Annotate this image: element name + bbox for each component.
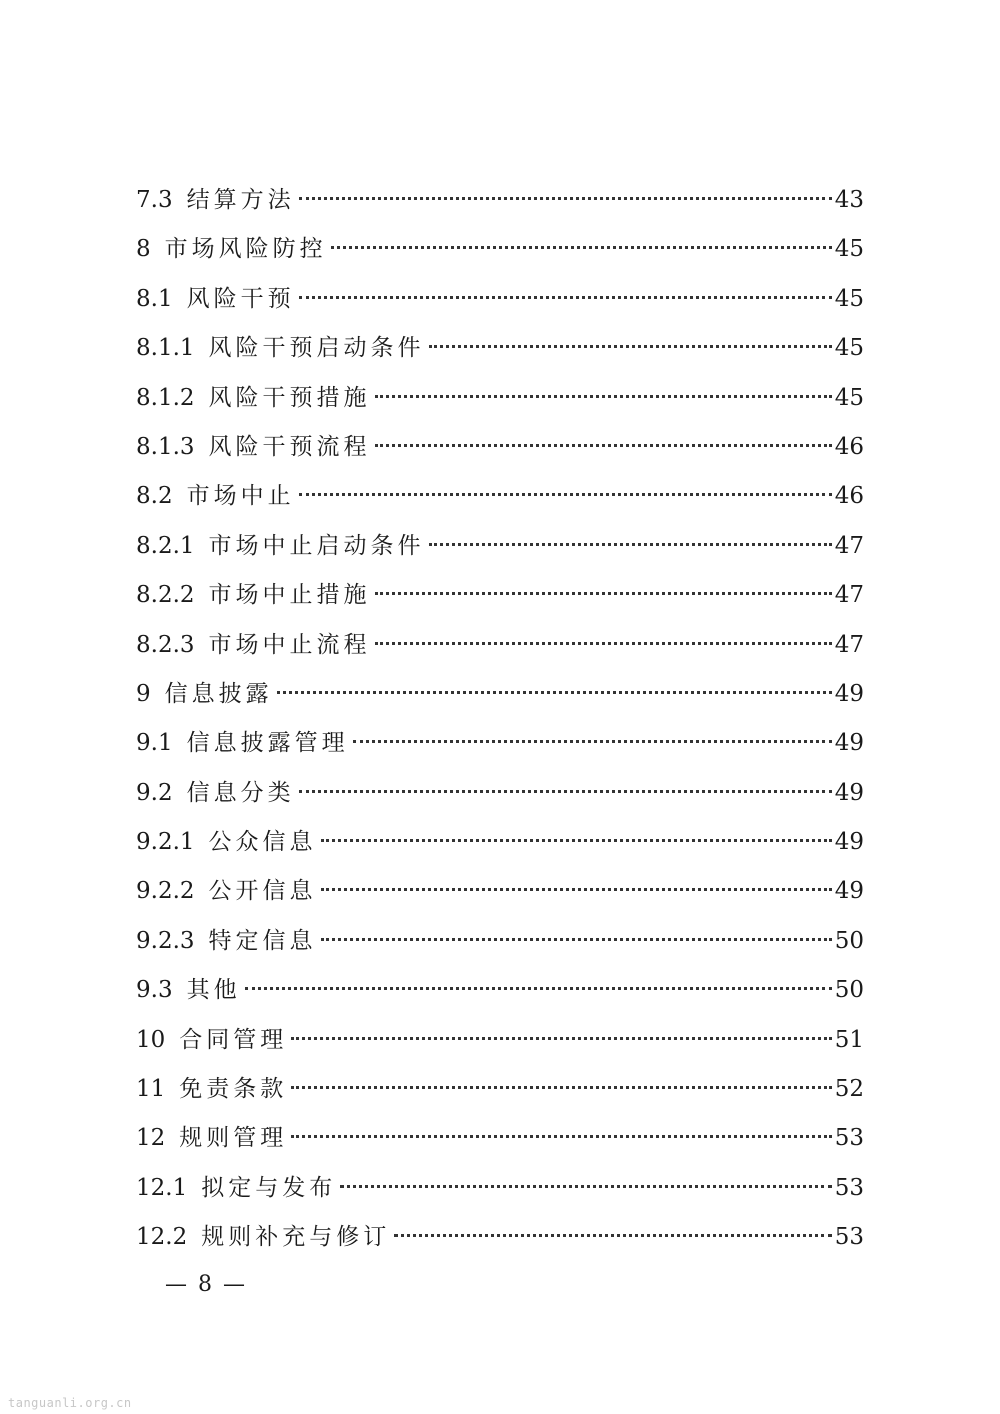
toc-entry-title: 市场中止措施 [208, 582, 371, 609]
toc-entry-number: 9.2.3 [136, 927, 195, 954]
toc-entry-number: 10 [136, 1026, 166, 1053]
toc-dot-leader [353, 739, 832, 743]
toc-entry-title: 市场中止 [186, 483, 295, 510]
toc-entry-page: 49 [834, 829, 864, 856]
toc-entry[interactable] [136, 769, 864, 818]
toc-dot-leader [299, 492, 832, 496]
toc-entry-page: 53 [834, 1224, 864, 1251]
toc-entry-page: 46 [834, 433, 864, 460]
toc-entry[interactable] [136, 225, 864, 274]
toc-entry-page: 45 [834, 384, 864, 411]
toc-entry[interactable] [136, 571, 864, 620]
toc-entry[interactable] [136, 472, 864, 521]
toc-entry-page: 47 [834, 582, 864, 609]
toc-entry-page: 49 [834, 878, 864, 905]
toc-entry-number: 8.2.2 [136, 582, 195, 609]
toc-entry-page: 49 [834, 680, 864, 707]
table-of-contents [136, 176, 864, 1263]
toc-entry-number: 8.1.2 [136, 384, 195, 411]
toc-entry-number: 9 [136, 680, 151, 707]
toc-dot-leader [375, 443, 832, 447]
toc-entry[interactable] [136, 621, 864, 670]
toc-dot-leader [291, 1134, 831, 1138]
toc-entry-title: 市场中止流程 [208, 631, 371, 658]
toc-entry-title: 公开信息 [208, 878, 317, 905]
toc-dot-leader [375, 394, 832, 398]
toc-entry-number: 12.2 [136, 1224, 188, 1251]
toc-entry-page: 52 [834, 1076, 864, 1103]
toc-dot-leader [299, 295, 832, 299]
toc-entry-number: 9.2.1 [136, 829, 195, 856]
toc-entry-number: 11 [136, 1076, 166, 1103]
toc-entry-number: 12 [136, 1125, 166, 1152]
toc-entry-page: 46 [834, 483, 864, 510]
toc-entry-page: 51 [834, 1026, 864, 1053]
toc-entry-number: 8.1.1 [136, 335, 195, 362]
toc-entry-title: 风险干预 [186, 285, 295, 312]
toc-entry-number: 9.2 [136, 779, 173, 806]
toc-entry-title: 信息披露 [164, 680, 273, 707]
toc-entry-page: 45 [834, 285, 864, 312]
toc-entry-number: 8.2.3 [136, 631, 195, 658]
toc-entry-title: 合同管理 [179, 1026, 288, 1053]
toc-dot-leader [321, 887, 832, 891]
toc-entry-page: 49 [834, 779, 864, 806]
toc-entry-title: 信息披露管理 [186, 730, 349, 757]
toc-entry-page: 53 [834, 1174, 864, 1201]
toc-dot-leader [245, 986, 832, 990]
toc-entry-number: 9.2.2 [136, 878, 195, 905]
toc-entry-number: 12.1 [136, 1174, 188, 1201]
toc-dot-leader [321, 838, 832, 842]
toc-entry[interactable] [136, 818, 864, 867]
toc-entry-title: 市场中止启动条件 [208, 532, 425, 559]
toc-entry-page: 45 [834, 236, 864, 263]
toc-dot-leader [299, 789, 832, 793]
toc-entry-page: 45 [834, 335, 864, 362]
toc-entry[interactable] [136, 917, 864, 966]
toc-entry-title: 风险干预流程 [208, 433, 371, 460]
toc-entry[interactable] [136, 1114, 864, 1163]
toc-entry-page: 53 [834, 1125, 864, 1152]
toc-dot-leader [331, 245, 832, 249]
toc-entry-title: 其他 [186, 977, 241, 1004]
toc-entry-page: 47 [834, 532, 864, 559]
toc-entry[interactable] [136, 374, 864, 423]
toc-entry[interactable] [136, 966, 864, 1015]
toc-entry-number: 8.1 [136, 285, 173, 312]
toc-dot-leader [429, 344, 832, 348]
toc-entry-page: 50 [834, 977, 864, 1004]
toc-entry-page: 50 [834, 927, 864, 954]
toc-dot-leader [321, 937, 832, 941]
toc-entry[interactable] [136, 423, 864, 472]
toc-entry-number: 8.1.3 [136, 433, 195, 460]
toc-entry[interactable] [136, 324, 864, 373]
toc-entry[interactable] [136, 1164, 864, 1213]
toc-entry-title: 信息分类 [186, 779, 295, 806]
toc-dot-leader [291, 1036, 831, 1040]
toc-entry-title: 公众信息 [208, 829, 317, 856]
toc-entry-title: 免责条款 [179, 1076, 288, 1103]
toc-entry[interactable] [136, 275, 864, 324]
toc-entry-title: 特定信息 [208, 927, 317, 954]
toc-entry-page: 47 [834, 631, 864, 658]
toc-dot-leader [429, 542, 832, 546]
toc-entry-number: 9.3 [136, 977, 173, 1004]
toc-dot-leader [291, 1085, 831, 1089]
toc-entry-number: 7.3 [136, 187, 173, 213]
toc-dot-leader [375, 641, 832, 645]
toc-entry-title: 市场风险防控 [164, 236, 327, 263]
toc-entry-title: 风险干预措施 [208, 384, 371, 411]
toc-entry[interactable] [136, 670, 864, 719]
toc-entry-page: 43 [834, 187, 864, 213]
toc-entry-title: 规则补充与修订 [201, 1224, 391, 1251]
toc-dot-leader [299, 196, 832, 200]
toc-entry-title: 风险干预启动条件 [208, 335, 425, 362]
toc-entry-number: 8.2.1 [136, 532, 195, 559]
page-number: — 8 — [165, 1272, 247, 1297]
toc-entry[interactable] [136, 1065, 864, 1114]
toc-entry-title: 结算方法 [186, 187, 295, 213]
toc-entry-number: 8 [136, 236, 151, 263]
toc-entry-number: 9.1 [136, 730, 173, 757]
toc-entry-title: 规则管理 [179, 1125, 288, 1152]
toc-dot-leader [375, 591, 832, 595]
watermark: tanguanli.org.cn [8, 1396, 132, 1410]
toc-dot-leader [340, 1184, 832, 1188]
toc-entry[interactable] [136, 1213, 864, 1262]
toc-dot-leader [277, 690, 832, 694]
toc-entry[interactable] [136, 867, 864, 916]
toc-dot-leader [394, 1233, 832, 1237]
toc-entry[interactable] [136, 522, 864, 571]
toc-entry[interactable] [136, 1016, 864, 1065]
toc-entry[interactable] [136, 719, 864, 768]
toc-entry[interactable] [136, 176, 864, 225]
toc-entry-page: 49 [834, 730, 864, 757]
toc-entry-title: 拟定与发布 [201, 1174, 337, 1201]
toc-entry-number: 8.2 [136, 483, 173, 510]
